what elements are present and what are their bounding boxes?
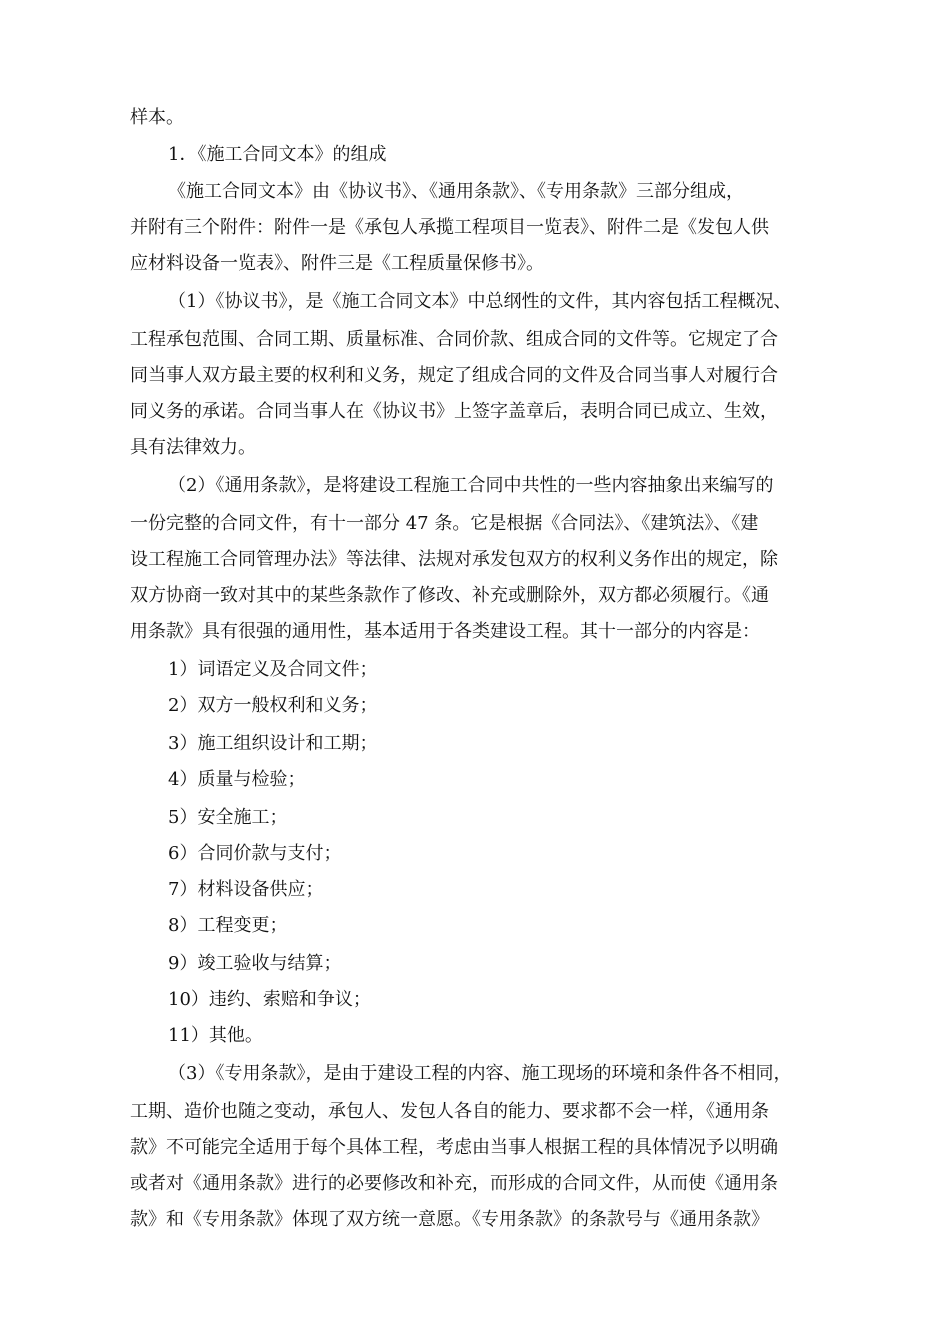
list-item: 3）施工组织设计和工期；	[168, 733, 378, 754]
text-line: 样本。	[130, 107, 184, 128]
text-line: 款》和《专用条款》体现了双方统一意愿。《专用条款》的条款号与《通用条款》	[130, 1209, 769, 1230]
list-item: 4）质量与检验；	[168, 769, 306, 790]
text-line: 工期、造价也随之变动，承包人、发包人各自的能力、要求都不会一样，《通用条	[130, 1101, 769, 1122]
text-line: 设工程施工合同管理办法》等法律、法规对承发包双方的权利义务作出的规定，除	[130, 549, 778, 570]
list-item: 10）违约、索赔和争议；	[168, 989, 371, 1010]
list-item: 9）竣工验收与结算；	[168, 953, 342, 974]
text-line: 或者对《通用条款》进行的必要修改和补充，而形成的合同文件，从而使《通用条	[130, 1173, 778, 1194]
text-line: 具有法律效力。	[130, 437, 256, 458]
list-item: 2）双方一般权利和义务；	[168, 695, 378, 716]
text-line: 并附有三个附件：附件一是《承包人承揽工程项目一览表》、附件二是《发包人供	[130, 217, 769, 238]
text-line: 工程承包范围、合同工期、质量标准、合同价款、组成合同的文件等。它规定了合	[130, 329, 778, 350]
text-line: 同当事人双方最主要的权利和义务，规定了组成合同的文件及合同当事人对履行合	[130, 365, 778, 386]
list-item: 7）材料设备供应；	[168, 879, 324, 900]
list-item: 11）其他。	[168, 1025, 263, 1046]
text-line: （2）《通用条款》，是将建设工程施工合同中共性的一些内容抽象出来编写的	[168, 475, 774, 496]
text-line: 《施工合同文本》由《协议书》、《通用条款》、《专用条款》三部分组成，	[168, 181, 744, 202]
list-item: 1）词语定义及合同文件；	[168, 659, 378, 680]
text-line: （3）《专用条款》，是由于建设工程的内容、施工现场的环境和条件各不相同，	[168, 1063, 792, 1084]
text-line: 同义务的承诺。合同当事人在《协议书》上签字盖章后，表明合同已成立、生效，	[130, 401, 778, 422]
list-item: 6）合同价款与支付；	[168, 843, 342, 864]
text-line: 一份完整的合同文件，有十一部分 47 条。它是根据《合同法》、《建筑法》、《建	[130, 513, 759, 534]
text-line: 用条款》具有很强的通用性，基本适用于各类建设工程。其十一部分的内容是：	[130, 621, 760, 642]
text-line: 应材料设备一览表》、附件三是《工程质量保修书》。	[130, 253, 544, 274]
list-item: 5）安全施工；	[168, 807, 288, 828]
section-heading: 1．《施工合同文本》的组成	[168, 144, 387, 165]
text-line: 款》不可能完全适用于每个具体工程，考虑由当事人根据工程的具体情况予以明确	[130, 1137, 778, 1158]
list-item: 8）工程变更；	[168, 915, 288, 936]
text-line: （1）《协议书》，是《施工合同文本》中总纲性的文件，其内容包括工程概况、	[168, 291, 792, 312]
text-line: 双方协商一致对其中的某些条款作了修改、补充或删除外，双方都必须履行。《通	[130, 585, 769, 606]
